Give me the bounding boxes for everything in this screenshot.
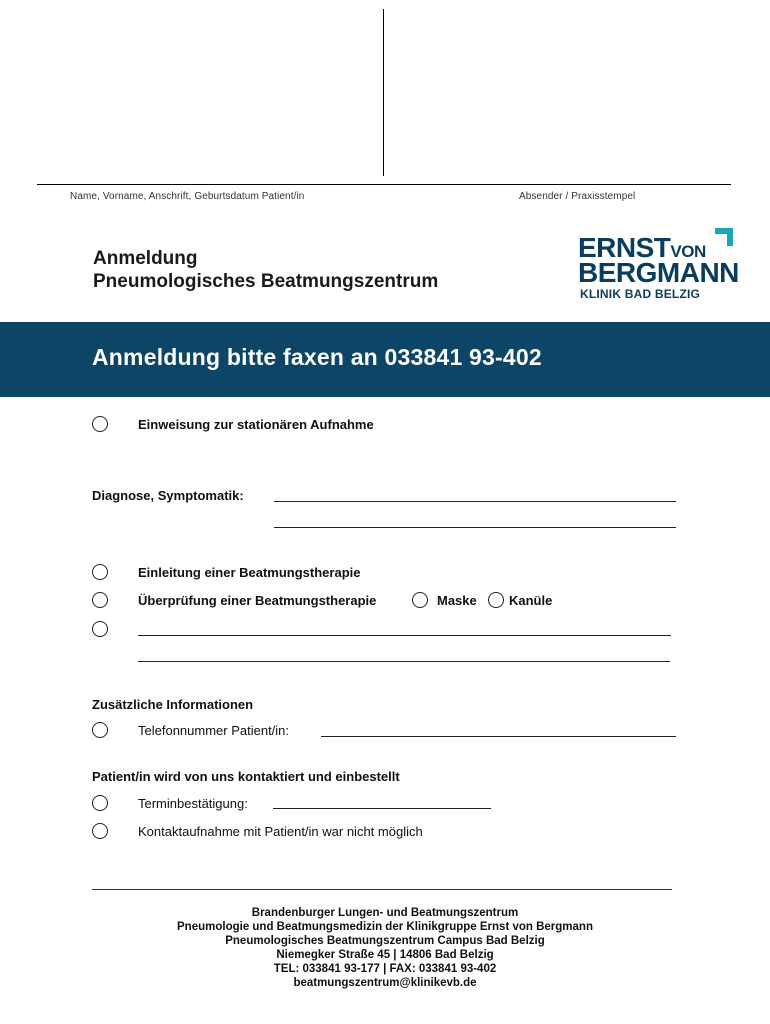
fax-banner bbox=[0, 322, 770, 397]
einweisung-radio[interactable] bbox=[92, 416, 108, 432]
other-therapy-line-1[interactable] bbox=[138, 635, 671, 636]
footer-line-3: Pneumologisches Beatmungszentrum Campus Bad Belzig bbox=[225, 935, 545, 947]
maske-radio[interactable] bbox=[412, 592, 428, 608]
footer-line-4: Niemegker Straße 45 | 14806 Bad Belzig bbox=[276, 949, 494, 961]
logo-corner-mark-icon bbox=[715, 228, 733, 246]
kanuele-radio[interactable] bbox=[488, 592, 504, 608]
sender-field-label: Absender / Praxisstempel bbox=[519, 191, 636, 202]
footer-line-1: Brandenburger Lungen- und Beatmungszentrum bbox=[251, 907, 519, 919]
telefon-label: Telefonnummer Patient/in: bbox=[138, 723, 290, 738]
kontakt-heading: Patient/in wird von uns kontaktiert und einbestellt bbox=[92, 769, 400, 784]
diagnose-line-1[interactable] bbox=[274, 501, 676, 502]
termin-label: Terminbestätigung: bbox=[138, 796, 248, 811]
kontakt-nicht-radio[interactable] bbox=[92, 823, 108, 839]
other-therapy-radio[interactable] bbox=[92, 621, 108, 637]
telefon-radio[interactable] bbox=[92, 722, 108, 738]
patient-field-label: Name, Vorname, Anschrift, Geburtsdatum Patient/in bbox=[70, 191, 305, 202]
stamp-divider bbox=[383, 9, 384, 176]
form-title bbox=[93, 247, 438, 293]
einleitung-radio[interactable] bbox=[92, 564, 108, 580]
termin-radio[interactable] bbox=[92, 795, 108, 811]
diagnose-line-2[interactable] bbox=[274, 527, 676, 528]
ueberpruefung-radio[interactable] bbox=[92, 592, 108, 608]
footer-line-5: TEL: 033841 93-177 | FAX: 033841 93-402 bbox=[273, 963, 497, 975]
maske-label: Maske bbox=[437, 593, 477, 608]
zusatz-heading: Zusätzliche Informationen bbox=[92, 697, 254, 712]
termin-line[interactable] bbox=[273, 808, 491, 809]
form-title-line1: Anmeldung bbox=[93, 248, 198, 269]
logo-text-bergmann: BERGMANN bbox=[578, 257, 739, 288]
kanuele-label: Kanüle bbox=[509, 593, 553, 608]
footer-line-6: beatmungszentrum@klinikevb.de bbox=[293, 977, 477, 989]
header-rule bbox=[37, 184, 731, 185]
other-therapy-line-2[interactable] bbox=[138, 661, 670, 662]
footer-address bbox=[0, 906, 770, 990]
form-title-line2: Pneumologisches Beatmungszentrum bbox=[93, 271, 439, 292]
fax-banner-text: Anmeldung bitte faxen an 033841 93-402 bbox=[92, 344, 542, 370]
einweisung-label: Einweisung zur stationären Aufnahme bbox=[138, 417, 374, 432]
footer-rule bbox=[92, 889, 672, 890]
kontakt-nicht-label: Kontaktaufnahme mit Patient/in war nicht möglich bbox=[138, 824, 423, 839]
footer-line-2: Pneumologie und Beatmungsmedizin der Klinikgruppe Ernst von Bergmann bbox=[177, 921, 593, 933]
logo-text-klinik: KLINIK BAD BELZIG bbox=[580, 287, 701, 301]
ueberpruefung-label: Überprüfung einer Beatmungstherapie bbox=[138, 593, 377, 608]
telefon-line[interactable] bbox=[321, 736, 676, 737]
diagnose-label: Diagnose, Symptomatik: bbox=[92, 488, 244, 503]
logo-text-ernst: ERNSTVON bbox=[578, 232, 706, 263]
clinic-logo bbox=[578, 226, 738, 302]
einleitung-label: Einleitung einer Beatmungstherapie bbox=[138, 565, 361, 580]
